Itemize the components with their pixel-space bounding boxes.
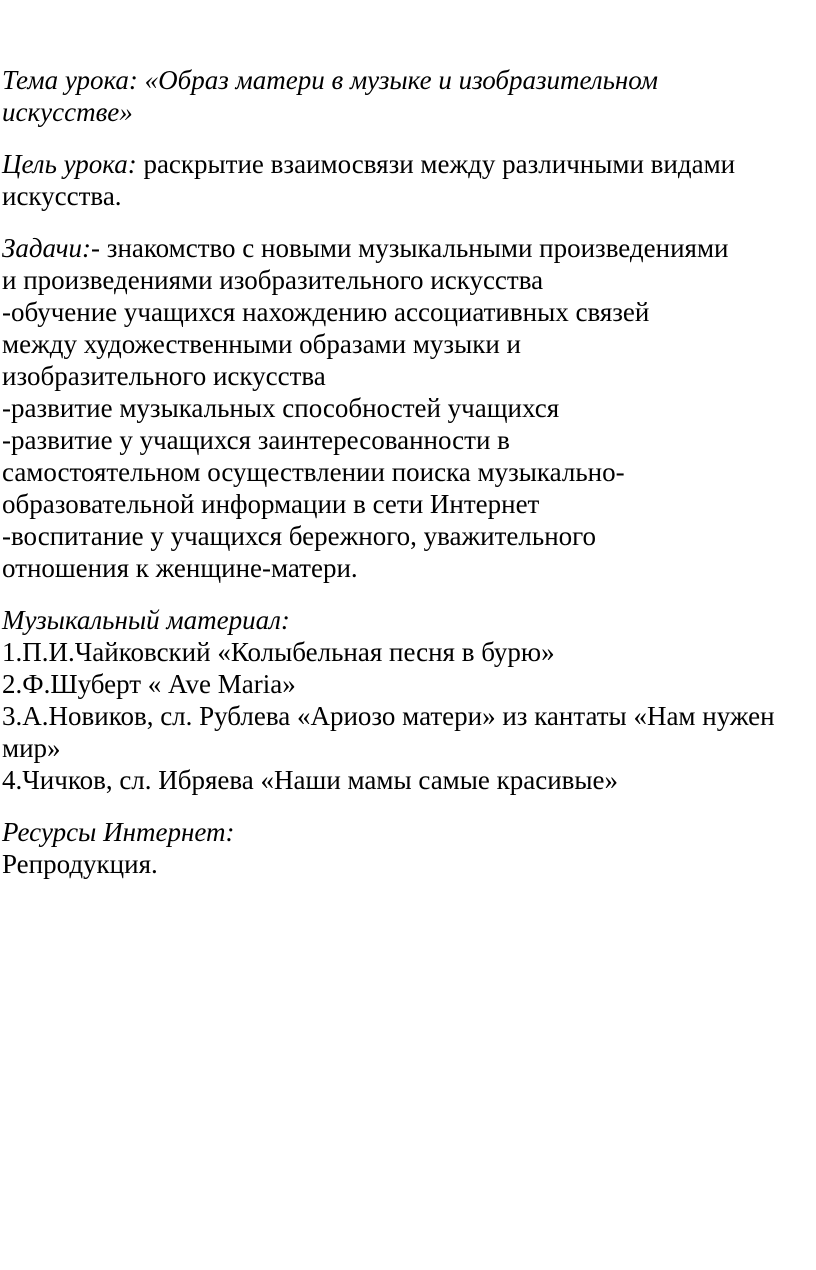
lesson-tasks-line-7: -развитие у учащихся заинтересованности в [2,425,510,455]
music-material-line-2: 2.Ф.Шуберт « Ave Maria» [2,669,296,699]
lesson-tasks-line-5: изобразительного искусства [2,361,326,391]
lesson-goal-line-1 [2,148,812,180]
music-material-line-4: мир» [2,733,61,763]
lesson-goal-label: Цель урока: [2,149,137,179]
music-material-line-1: 1.П.И.Чайковский «Колыбельная песня в бурю» [2,637,555,667]
lesson-tasks-line-2: и произведениями изобразительного искусства [2,265,544,295]
lesson-tasks-text-1: - знакомство с новыми музыкальными произведениями [91,233,729,263]
lesson-tasks-line-4: между художественными образами музыки и [2,329,521,359]
lesson-tasks-line-9: образовательной информации в сети Интернет [2,489,540,519]
lesson-topic-line-1: Тема урока: «Образ матери в музыке и изобразительном [2,65,658,95]
lesson-tasks-line-11: отношения к женщине-матери. [2,553,358,583]
lesson-goal-text-1: раскрытие взаимосвязи между различными видами [136,149,736,179]
lesson-tasks [2,232,812,584]
internet-resources [2,816,812,880]
music-material [2,604,812,796]
lesson-tasks-line-10: -воспитание у учащихся бережного, уважительного [2,521,597,551]
document-page [2,64,812,900]
internet-resources-label: Ресурсы Интернет: [2,817,235,847]
lesson-topic [2,64,812,128]
lesson-tasks-line-3: -обучение учащихся нахождению ассоциативных связей [2,297,650,327]
lesson-tasks-label: Задачи: [2,233,92,263]
lesson-topic-line-2: искусстве» [2,97,133,127]
music-material-line-5: 4.Чичков, сл. Ибряева «Наши мамы самые красивые» [2,765,619,795]
lesson-goal [2,148,812,212]
lesson-tasks-line-8: самостоятельном осуществлении поиска музыкально- [2,457,625,487]
music-material-label: Музыкальный материал: [2,605,290,635]
lesson-tasks-line-1 [2,232,812,264]
lesson-tasks-line-6: -развитие музыкальных способностей учащихся [2,393,560,423]
lesson-goal-line-2: искусства. [2,181,122,211]
music-material-line-3: 3.А.Новиков, сл. Рублева «Ариозо матери» из кантаты «Нам нужен [2,701,775,731]
internet-resources-line-1: Репродукция. [2,849,158,879]
